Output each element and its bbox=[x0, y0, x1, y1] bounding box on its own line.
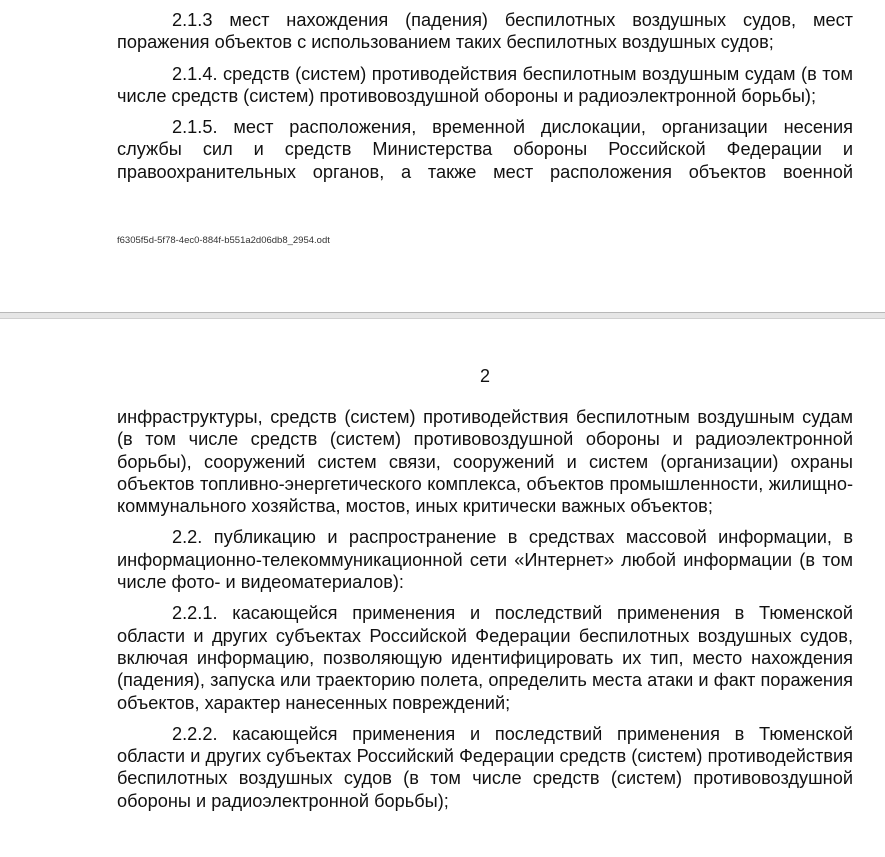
page-separator bbox=[0, 312, 885, 319]
page-number: 2 bbox=[479, 366, 490, 386]
paragraph-continuation: инфраструктуры, средств (систем) противодействия беспилотным воздушным судам (в том числе средств (систем) противовоздушной обороны и радиоэлектронной борьбы), сооружений систем связи, сооружений и систем (организации) охраны объектов топливно-энергетического комплекса, объектов промышленности, жилищно-коммунального хозяйства, мостов, иных критически важных объектов; bbox=[117, 407, 853, 517]
paragraph-2-1-5: 2.1.5. мест расположения, временной дислокации, организации несения службы сил и средств Министерства обороны Российской Федерации и правоохранительных органов, а также мест расположения объектов военной bbox=[117, 117, 853, 182]
paragraph-2-2-1: 2.2.1. касающейся применения и последствий применения в Тюменской области и других субъектах Российской Федерации беспилотных воздушных судов, включая информацию, позволяющую идентифицировать их тип, место нахождения (падения), запуска или траекторию полета, определить места атаки и факт поражения объектов, характер нанесенных повреждений; bbox=[117, 603, 853, 713]
paragraph-2-1-3: 2.1.3 мест нахождения (падения) беспилотных воздушных судов, мест поражения объектов с использованием таких беспилотных воздушных судов; bbox=[117, 10, 853, 53]
footer-filename: f6305f5d-5f78-4ec0-884f-b551a2d06db8_2954.odt bbox=[117, 235, 330, 246]
page-1-body bbox=[117, 9, 853, 192]
paragraph-2-2-2: 2.2.2. касающейся применения и последствий применения в Тюменской области и других субъектах Российский Федерации средств (систем) противодействия беспилотных воздушных судов (в том числе средств (систем) противовоздушной обороны и радиоэлектронной борьбы); bbox=[117, 723, 853, 811]
paragraph-2-1-4: 2.1.4. средств (систем) противодействия беспилотным воздушным судам (в том числе средств (систем) противовоздушной обороны и радиоэлектронной борьбы); bbox=[117, 63, 853, 106]
paragraph-2-2: 2.2. публикацию и распространение в средствах массовой информации, в информационно-телекоммуникационной сети «Интернет» любой информации (в том числе фото- и видеоматериалов): bbox=[117, 527, 853, 593]
page-2-body bbox=[117, 406, 853, 821]
